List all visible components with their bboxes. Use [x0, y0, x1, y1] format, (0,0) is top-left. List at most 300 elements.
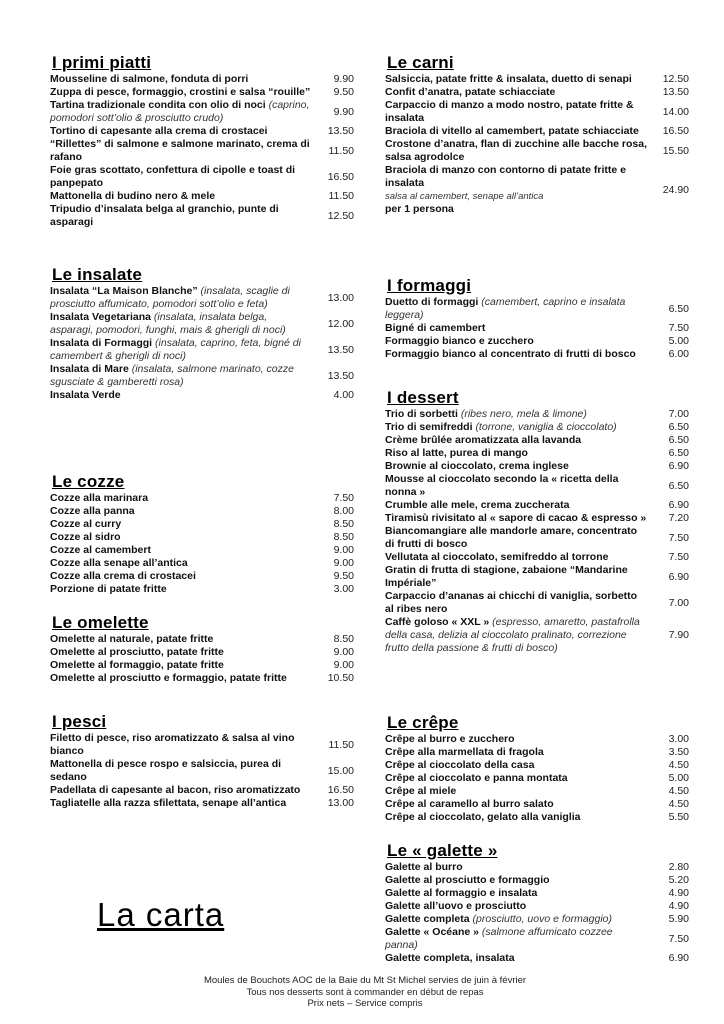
menu-item-text [385, 759, 655, 772]
menu-item [50, 544, 354, 557]
item-name: Trio di sorbetti [385, 408, 461, 420]
item-price: 13.00 [327, 291, 354, 304]
menu-item [50, 557, 354, 570]
item-price: 7.00 [668, 408, 689, 420]
menu-item [385, 125, 689, 138]
menu-item-text [50, 389, 320, 402]
item-name: Galette completa, insalata [385, 952, 515, 964]
item-name: Tartina tradizionale condita con olio di noci [50, 99, 269, 111]
menu-item [50, 138, 354, 164]
item-name: Braciola di manzo con contorno di patate fritte e insalata [385, 164, 626, 189]
menu-item-text [385, 99, 655, 125]
item-name: Omelette al naturale, patate fritte [50, 633, 214, 645]
item-name: Insalata “La Maison Blanche” [50, 285, 201, 297]
item-name: “Rillettes” di salmone e salmone marinato, crema di rafano [50, 138, 310, 163]
menu-item [50, 492, 354, 505]
item-price: 7.50 [668, 932, 689, 945]
section-pesci [50, 711, 354, 810]
menu-item [385, 746, 689, 759]
section-title: I pesci [52, 712, 107, 731]
menu-item [50, 797, 354, 810]
menu-item-text [385, 861, 655, 874]
item-name: Cozze alla senape all’antica [50, 557, 188, 569]
menu-item [385, 86, 689, 99]
item-name: Mattonella di pesce rospo e salsiccia, purea di sedano [50, 758, 282, 783]
menu-item-text [385, 900, 655, 913]
item-name: Crêpe al cioccolato della casa [385, 759, 535, 771]
menu-item-text [50, 363, 320, 389]
menu-item-text [385, 590, 655, 616]
menu-item [385, 785, 689, 798]
menu-item-text [385, 408, 655, 421]
item-name: Formaggio bianco e zucchero [385, 335, 534, 347]
menu-item [50, 99, 354, 125]
menu-item [385, 913, 689, 926]
item-price: 9.50 [333, 570, 354, 582]
item-name: Insalata di Formaggi [50, 337, 156, 349]
item-price: 5.00 [668, 772, 689, 784]
item-price: 9.00 [333, 557, 354, 569]
section-title: Le crêpe [387, 713, 459, 732]
item-name: Braciola di vitello al camembert, patate schiacciate [385, 125, 639, 137]
menu-item [385, 887, 689, 900]
item-name: Brownie al cioccolato, crema inglese [385, 460, 569, 472]
section-title: Le carni [387, 53, 454, 72]
item-name: Crostone d’anatra, flan di zucchine alle bacche rosa, salsa agrodolce [385, 138, 647, 163]
footer-line: Tous nos desserts sont à commander en début de repas [246, 986, 484, 998]
item-price: 13.50 [662, 86, 689, 98]
menu-item [385, 99, 689, 125]
item-name: Crumble alle mele, crema zuccherata [385, 499, 570, 511]
item-price: 9.50 [333, 86, 354, 98]
footer-line: Moules de Bouchots AOC de la Baie du Mt St Michel servies de juin à février [203, 975, 527, 986]
section-title: Le omelette [52, 613, 149, 632]
item-price: 4.50 [668, 785, 689, 797]
menu-item-text [385, 73, 655, 86]
item-price: 16.50 [327, 784, 354, 796]
menu-item [385, 434, 689, 447]
item-price: 9.00 [333, 544, 354, 556]
menu-item-text [385, 785, 655, 798]
section-title: I formaggi [387, 276, 472, 295]
item-price: 5.50 [668, 811, 689, 823]
item-name: Omelette al formaggio, patate fritte [50, 659, 224, 671]
menu-item [385, 408, 689, 421]
item-name: Bigné di camembert [385, 322, 486, 334]
section-dessert [385, 387, 689, 655]
menu-item-text [385, 913, 655, 926]
menu-item [50, 633, 354, 646]
item-name: Tiramisù rivisitato al « sapore di cacao & espresso » [385, 512, 647, 524]
menu-item [50, 570, 354, 583]
menu-item [50, 505, 354, 518]
menu-item-text [385, 125, 655, 138]
menu-item-text [385, 434, 655, 447]
menu-item-text [50, 633, 320, 646]
item-price: 6.50 [668, 302, 689, 315]
item-price: 8.50 [333, 633, 354, 645]
item-price: 5.00 [668, 335, 689, 347]
menu-item-text [50, 518, 320, 531]
menu-item [50, 531, 354, 544]
menu-item [50, 758, 354, 784]
menu-item-text [50, 570, 320, 583]
menu-item-text [385, 811, 655, 824]
section-insalate [50, 264, 354, 402]
menu-item-text [385, 460, 655, 473]
item-price: 7.00 [668, 596, 689, 609]
item-name: Gratin di frutta di stagione, zabaione “Mandarine Impériale” [385, 564, 628, 589]
item-price: 15.00 [327, 764, 354, 777]
item-name: Insalata di Mare [50, 363, 132, 375]
item-description: (ribes nero, mela & limone) [460, 408, 587, 420]
menu-item [50, 646, 354, 659]
item-description: (insalata, insalata belga, asparagi, pomodori, funghi, mais & gherigli di noci) [50, 311, 286, 336]
menu-item [385, 473, 689, 499]
menu-item [385, 759, 689, 772]
item-name: Carpaccio di manzo a modo nostro, patate fritte & insalata [385, 99, 634, 124]
menu-item [385, 335, 689, 348]
menu-item-text [385, 138, 655, 164]
item-name: Carpaccio d’ananas ai chicchi di vaniglia, sorbetto al ribes nero [385, 590, 638, 615]
menu-item [385, 772, 689, 785]
item-price: 13.50 [327, 343, 354, 356]
menu-item [385, 616, 689, 655]
item-price: 6.50 [668, 447, 689, 459]
menu-item [50, 363, 354, 389]
item-name: Mattonella di budino nero & mele [50, 190, 216, 202]
item-price: 5.20 [668, 874, 689, 886]
item-description: (torrone, vaniglia & cioccolato) [475, 421, 617, 433]
section-primi [50, 52, 354, 229]
menu-item-text [50, 86, 320, 99]
item-price: 11.50 [328, 144, 354, 157]
item-price: 6.90 [668, 460, 689, 472]
menu-item-text [50, 337, 320, 363]
item-name: Omelette al prosciutto e formaggio, patate fritte [50, 672, 287, 684]
item-name: Insalata Verde [50, 389, 121, 401]
menu-item [50, 86, 354, 99]
menu-item-text [50, 505, 320, 518]
item-price: 7.20 [668, 512, 689, 524]
item-name: Galette al burro [385, 861, 463, 873]
section-title: I dessert [387, 388, 459, 407]
menu-item [50, 518, 354, 531]
menu-item-text [50, 646, 320, 659]
menu-item-text [385, 926, 655, 952]
item-price: 8.00 [333, 505, 354, 517]
menu-item-text [385, 473, 655, 499]
menu-item [385, 138, 689, 164]
menu-item [385, 512, 689, 525]
item-name: Cozze alla crema di crostacei [50, 570, 196, 582]
section-title: Le cozze [52, 472, 125, 491]
item-name: Zuppa di pesce, formaggio, crostini e salsa “rouille” [50, 86, 311, 98]
item-name: Tortino di capesante alla crema di crostacei [50, 125, 268, 137]
item-name: Salsiccia, patate fritte & insalata, duetto di senapi [385, 73, 632, 85]
item-name: Formaggio bianco al concentrato di frutti di bosco [385, 348, 636, 360]
menu-item-text [50, 73, 320, 86]
item-description: (prosciutto, uovo e formaggio) [472, 913, 613, 925]
menu-item [50, 164, 354, 190]
section-title: Le insalate [52, 265, 143, 284]
item-price: 8.50 [333, 531, 354, 543]
item-name: Biancomangiare alle mandorle amare, concentrato di frutti di bosco [385, 525, 638, 550]
menu-item-text [50, 797, 320, 810]
menu-item [385, 421, 689, 434]
item-name: Insalata Vegetariana [50, 311, 154, 323]
item-price: 3.00 [333, 583, 354, 595]
menu-item-text [50, 758, 320, 784]
item-price: 4.00 [333, 389, 354, 401]
menu-item [50, 190, 354, 203]
menu-item [385, 952, 689, 965]
menu-item-text [50, 557, 320, 570]
item-price: 2.80 [668, 861, 689, 873]
menu-item [385, 73, 689, 86]
item-name: Vellutata al cioccolato, semifreddo al torrone [385, 551, 609, 563]
menu-item [50, 125, 354, 138]
item-name: Galette al prosciutto e formaggio [385, 874, 550, 886]
item-name: Mousseline di salmone, fonduta di porri [50, 73, 249, 85]
menu-item-text [50, 164, 320, 190]
menu-item [50, 285, 354, 311]
item-price: 5.90 [668, 913, 689, 925]
item-name: Crêpe alla marmellata di fragola [385, 746, 544, 758]
menu-item-text [385, 296, 655, 322]
item-name: Cozze al camembert [50, 544, 151, 556]
item-price: 6.50 [668, 479, 689, 492]
section-crepe [385, 712, 689, 824]
item-name: Cozze alla panna [50, 505, 135, 517]
item-price: 6.90 [668, 952, 689, 964]
item-price: 4.50 [668, 759, 689, 771]
menu-item-text [385, 564, 655, 590]
item-price: 13.50 [327, 125, 354, 137]
menu-item-text [385, 874, 655, 887]
menu-item [50, 732, 354, 758]
menu-item-text [50, 784, 320, 797]
item-price: 7.50 [333, 492, 354, 504]
item-price: 24.90 [662, 183, 689, 196]
menu-item [385, 499, 689, 512]
item-price: 9.00 [333, 646, 354, 658]
menu-item [50, 73, 354, 86]
item-name: per 1 persona [385, 203, 454, 215]
menu-item-text [385, 616, 655, 655]
menu-item-text [385, 525, 655, 551]
menu-item [385, 564, 689, 590]
menu-item-text [385, 746, 655, 759]
item-name: Crêpe al cioccolato e panna montata [385, 772, 568, 784]
item-price: 6.50 [668, 434, 689, 446]
menu-item-text [50, 138, 320, 164]
menu-item-text [385, 733, 655, 746]
item-name: Riso al latte, purea di mango [385, 447, 528, 459]
menu-item [50, 659, 354, 672]
menu-item [50, 389, 354, 402]
menu-item [50, 311, 354, 337]
menu-item-text [50, 125, 320, 138]
item-name: Porzione di patate fritte [50, 583, 167, 595]
item-price: 9.90 [333, 73, 354, 85]
item-description: (insalata, scaglie di prosciutto affumicato, pomodori sott’olio e feta) [50, 285, 290, 310]
item-price: 12.50 [327, 209, 354, 222]
item-price: 7.50 [668, 551, 689, 563]
menu-item-text [50, 311, 320, 337]
item-name: Mousse al cioccolato secondo la « ricetta della nonna » [385, 473, 619, 498]
item-price: 4.90 [668, 887, 689, 899]
item-price: 4.90 [668, 900, 689, 912]
menu-item-text [385, 86, 655, 99]
item-price: 6.90 [668, 570, 689, 583]
item-name: Confit d’anatra, patate schiacciate [385, 86, 556, 98]
menu-item [50, 583, 354, 596]
menu-item [50, 672, 354, 685]
item-name: Galette « Océane » [385, 926, 482, 938]
menu-item [385, 460, 689, 473]
menu-item-text [385, 551, 655, 564]
item-name: Cozze al sidro [50, 531, 121, 543]
item-price: 3.00 [668, 733, 689, 745]
item-name: Tagliatelle alla razza sfilettata, senape all’antica [50, 797, 287, 809]
menu-item-text [385, 772, 655, 785]
item-name: Galette all’uovo e prosciutto [385, 900, 527, 912]
item-name: Tripudio d’insalata belga al granchio, punte di asparagi [50, 203, 279, 228]
item-name: Galette al formaggio e insalata [385, 887, 538, 899]
item-price: 7.90 [668, 629, 689, 641]
item-price: 11.50 [328, 738, 354, 751]
item-price: 10.50 [327, 672, 354, 684]
item-price: 14.00 [662, 105, 689, 118]
item-description: (caprino, pomodori sott’olio & prosciutto crudo) [50, 99, 310, 124]
item-price: 15.50 [662, 144, 689, 157]
menu-item [385, 525, 689, 551]
menu-item-text [385, 798, 655, 811]
menu-item-text [50, 531, 320, 544]
item-price: 16.50 [662, 125, 689, 137]
menu-item-text [385, 335, 655, 348]
menu-item [50, 784, 354, 797]
menu-item-text [50, 672, 320, 685]
menu-item-text [50, 203, 320, 229]
menu-item [385, 447, 689, 460]
menu-item-text [385, 164, 655, 216]
section-formaggi [385, 275, 689, 361]
item-price: 7.50 [668, 322, 689, 334]
menu-item [385, 733, 689, 746]
menu-item [385, 874, 689, 887]
item-price: 13.50 [327, 369, 354, 382]
item-price: 11.50 [328, 190, 354, 202]
item-name: Foie gras scottato, confettura di cipolle e toast di panpepato [50, 164, 296, 189]
item-price: 4.50 [668, 798, 689, 810]
menu-item-text [50, 190, 320, 203]
item-description: (insalata, salmone marinato, cozze sgusciate & gamberetti rosa) [50, 363, 294, 388]
item-price: 6.90 [668, 499, 689, 511]
menu-item-text [50, 99, 320, 125]
item-price: 3.50 [668, 746, 689, 758]
item-price: 7.50 [668, 531, 689, 544]
menu-item-text [50, 544, 320, 557]
menu-item-text [385, 421, 655, 434]
menu-item [385, 590, 689, 616]
section-omelette [50, 612, 354, 685]
item-description: (salmone affumicato cozzee panna) [385, 926, 613, 951]
menu-item-text [385, 499, 655, 512]
menu-title: La carta [97, 896, 225, 933]
item-name: Crème brûlée aromatizzata alla lavanda [385, 434, 582, 446]
menu-item-text [50, 659, 320, 672]
item-price: 13.00 [327, 797, 354, 809]
menu-item-text [385, 512, 655, 525]
menu-item-text [50, 583, 320, 596]
item-name: Omelette al prosciutto, patate fritte [50, 646, 224, 658]
section-title: I primi piatti [52, 53, 152, 72]
menu-item [385, 296, 689, 322]
item-name: Crêpe al miele [385, 785, 457, 797]
menu-item [385, 348, 689, 361]
item-name: Trio di semifreddi [385, 421, 476, 433]
item-description: (camembert, caprino e insalata leggera) [385, 296, 626, 321]
menu-item-text [385, 348, 655, 361]
item-name: Cozze al curry [50, 518, 122, 530]
menu-item [385, 811, 689, 824]
item-description: (insalata, caprino, feta, bigné di camembert & gherigli di noci) [50, 337, 301, 362]
item-price: 6.50 [668, 421, 689, 433]
item-price: 9.90 [333, 105, 354, 118]
section-carni [385, 52, 689, 216]
item-description: (espresso, amaretto, pastafrolla della casa, delizia al cioccolato pralinato, correzione frutto della passione & frutti di bosco) [385, 616, 640, 654]
item-price: 16.50 [327, 170, 354, 183]
menu-item [385, 861, 689, 874]
item-name: Caffè goloso « XXL » [385, 616, 493, 628]
menu-item [385, 551, 689, 564]
menu-item-text [385, 887, 655, 900]
item-name: Crêpe al burro e zucchero [385, 733, 515, 745]
menu-item [385, 798, 689, 811]
menu-item [50, 203, 354, 229]
menu-item-text [385, 322, 655, 335]
item-name: Duetto di formaggi [385, 296, 482, 308]
footer-line: Prix nets – Service compris [307, 998, 423, 1009]
item-price: 12.00 [327, 317, 354, 330]
item-price: 9.00 [333, 659, 354, 671]
menu-item-text [50, 732, 320, 758]
item-description: salsa al camembert, senape all’antica [385, 191, 544, 202]
item-name: Galette completa [385, 913, 473, 925]
item-name: Cozze alla marinara [50, 492, 149, 504]
item-name: Crêpe al cioccolato, gelato alla vaniglia [385, 811, 581, 823]
item-price: 8.50 [333, 518, 354, 530]
item-price: 12.50 [662, 73, 689, 85]
menu-item [385, 322, 689, 335]
menu-item [385, 164, 689, 216]
menu-item-text [385, 952, 655, 965]
item-price: 6.00 [668, 348, 689, 360]
section-title: Le « galette » [387, 841, 498, 860]
menu-item-text [385, 447, 655, 460]
item-name: Filetto di pesce, riso aromatizzato & salsa al vino bianco [50, 732, 295, 757]
menu-item [50, 337, 354, 363]
item-name: Padellata di capesante al bacon, riso aromatizzato [50, 784, 301, 796]
menu-item-text [50, 492, 320, 505]
section-cozze [50, 471, 354, 596]
section-galette [385, 840, 689, 965]
menu-item [385, 900, 689, 913]
footer-notes [150, 975, 580, 1010]
item-name: Crêpe al caramello al burro salato [385, 798, 554, 810]
